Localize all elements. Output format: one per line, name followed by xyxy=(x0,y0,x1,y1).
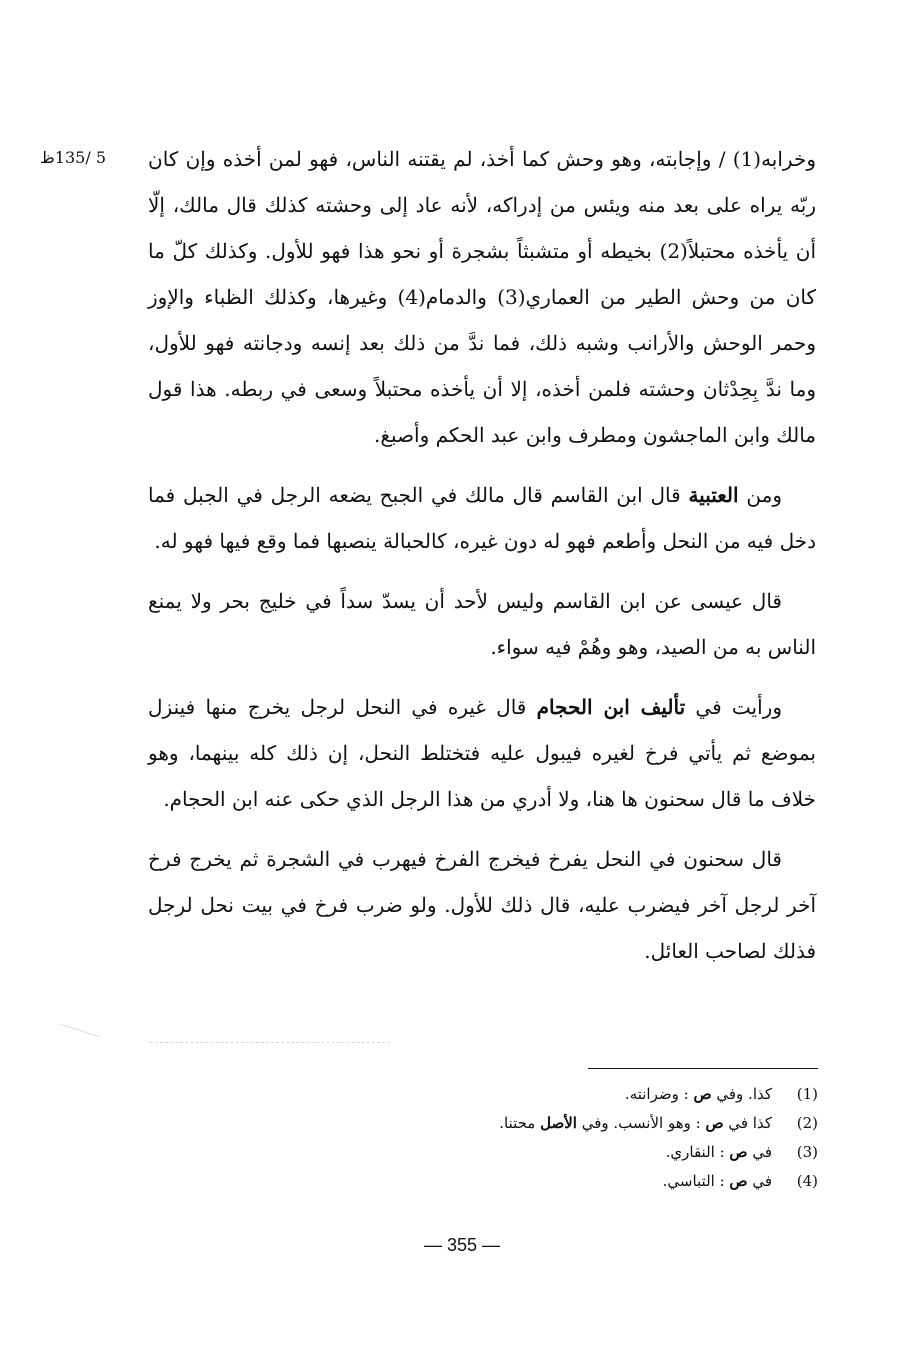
paragraph-text: ورأيت في xyxy=(685,695,782,719)
footnote-text-part: في xyxy=(747,1143,772,1161)
footnote-text-part: : التباسي. xyxy=(662,1172,730,1190)
scan-mark xyxy=(61,1024,99,1037)
footnote-text-part: محتنا. xyxy=(499,1114,541,1132)
footnote-source: ص xyxy=(729,1143,748,1161)
footnote-text xyxy=(499,1109,772,1138)
footnote xyxy=(380,1167,818,1196)
footnote-text-part: في xyxy=(747,1172,772,1190)
paragraph-text: قال عيسى عن ابن القاسم وليس لأحد أن يسدّ سداً في خليج بحر ولا يمنع الناس به من الصيد، وهو وهُمْ فيه سواء. xyxy=(148,589,816,659)
book-title: تأليف ابن الحجام xyxy=(536,695,686,719)
page-number: — 355 — xyxy=(423,1235,501,1255)
footnote-source: الأصل xyxy=(540,1114,577,1132)
paragraph-text: قال سحنون في النحل يفرخ فيخرج الفرخ فيهرب في الشجرة ثم يخرج فرخ آخر لرجل آخر فيضرب عليه، قال ذلك للأول. ولو ضرب فرخ في بيت نحل لرجل فذلك لصاحب العائل. xyxy=(148,847,816,963)
footnote-text-part: كذا. وفي xyxy=(711,1085,772,1103)
footnote-number: (2) xyxy=(796,1114,818,1132)
paragraph xyxy=(148,578,816,670)
paragraph-text: وخرابه(1) / وإجابته، وهو وحش كما أخذ، لم يقتنه الناس، فهو لمن أخذه وإن كان ربّه يراه على بعد منه ويئس من إدراكه، لأنه عاد إلى وحشته كذلك قال مالك، إلّا أن يأخذه محتبلاً(2) بخيطه أو متشبثاً بشجرة أو نحو هذا فهو للأول. وكذلك كلّ ما كان من وحش الطير من العماري(3) والدمام(4) وغيرها، وكذلك الظباء والإوز وحمر الوحش والأرانب وشبه ذلك، فما ندَّ من ذلك بعد إنسه ودجانته فهو للأول، وما ندَّ بِحِدْثان وحشته فلمن أخذه، إلا أن يأخذه محتبلاً وسعى في ربطه. هذا قول مالك وابن الماجشون ومطرف وابن عبد الحكم وأصبغ. xyxy=(148,147,817,447)
paragraph-text: ومن xyxy=(738,483,782,507)
footnote-separator xyxy=(588,1068,818,1069)
book-title: العتبية xyxy=(688,483,739,507)
footnote-text-part: : وهو الأنسب. وفي xyxy=(576,1114,706,1132)
paragraph-text: قال غيره في النحل لرجل يخرج منها فينزل بموضع ثم يأتي فرخ لغيره فيبول عليه فتختلط النحل، إن ذلك كله بينهما، وهو خلاف ما قال سحنون ها هنا، ولا أدري من هذا الرجل الذي حكى عنه ابن الحجام. xyxy=(148,695,816,811)
footnote xyxy=(380,1109,818,1138)
paragraph xyxy=(148,136,816,458)
footnote-source: ص xyxy=(705,1114,724,1132)
footnote-source: ص xyxy=(729,1172,748,1190)
footnote-number: (1) xyxy=(796,1085,818,1103)
footnote xyxy=(380,1138,818,1167)
margin-reference: 5 /135ظ xyxy=(40,148,107,167)
paragraph-text: قال ابن القاسم قال مالك في الجبح يضعه الرجل في الجبل فما دخل فيه من النحل وأطعم فهو له دون غيره، كالحبالة ينصبها فما وقع فيها فهو له. xyxy=(148,483,816,553)
footnote-text xyxy=(663,1167,772,1196)
footnotes xyxy=(380,1080,818,1196)
footnote-source: ص xyxy=(693,1085,712,1103)
footnote-text-part: : النقاري. xyxy=(665,1143,730,1161)
paragraph xyxy=(148,472,816,564)
paragraph xyxy=(148,684,816,822)
footnote-text-part: : وضرانته. xyxy=(624,1085,694,1103)
footnote-number: (4) xyxy=(796,1172,818,1190)
paragraph xyxy=(148,836,816,974)
footnote-number: (3) xyxy=(796,1143,818,1161)
footnote xyxy=(380,1080,818,1109)
footnote-text xyxy=(666,1138,772,1167)
footnote-text xyxy=(625,1080,772,1109)
footnote-text-part: كذا في xyxy=(723,1114,772,1132)
scan-rule xyxy=(150,1042,390,1043)
main-text xyxy=(148,136,816,988)
